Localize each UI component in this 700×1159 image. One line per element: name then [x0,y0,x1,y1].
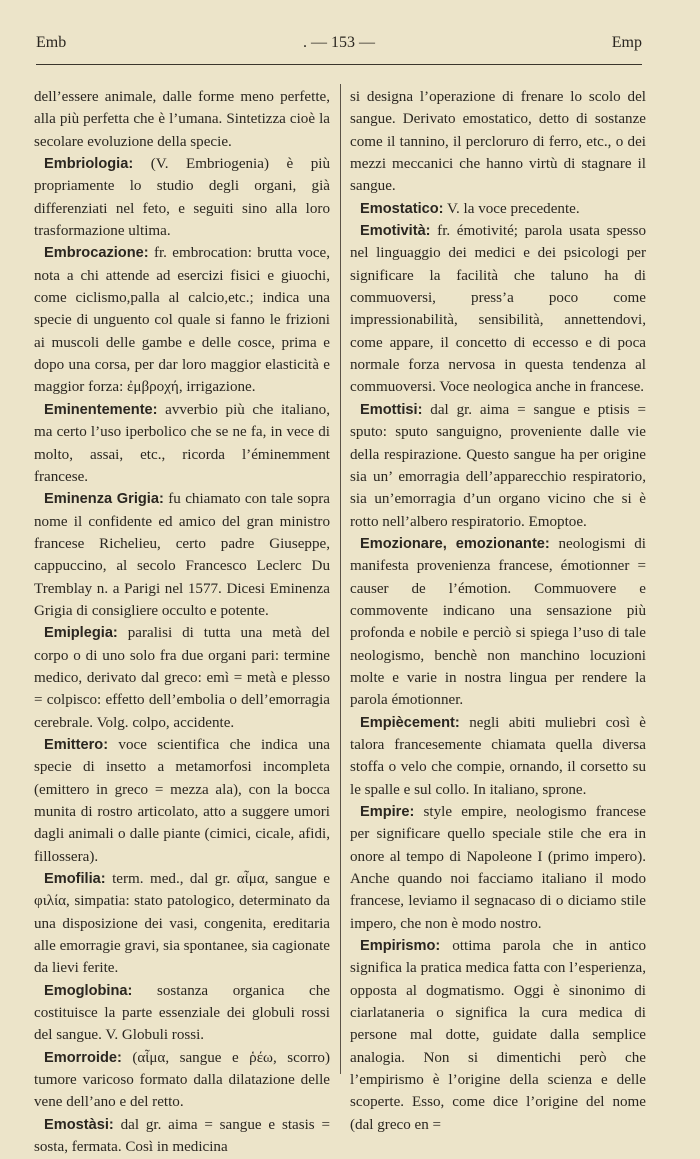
dictionary-entry [350,220,646,399]
continued-text [350,86,646,198]
entry-definition: dell’essere animale, dalle forme meno perfette, alla più perfetta che è l’umana. Sintetizza cioè la secolare evoluzione della specie. [34,89,330,150]
entry-definition: negli abiti muliebri così è talora francesemente chiamata quella diversa stoffa o velo che compie, ornando, il corsetto su le spalle e sul collo. In italiano, sprone. [350,714,646,798]
dictionary-entry [34,242,330,398]
entry-headword: Emorroide: [44,1049,122,1066]
entry-headword: Eminentemente: [44,401,158,418]
dictionary-entry [34,488,330,622]
entry-definition: fr. embrocation: brutta voce, nota a chi attende ad esercizi fisici e giuochi, come ciclismo,palla al calcio,etc.; indica una specie di unguento col quale si fanno le frizioni ai muscoli delle gambe e delle cosce, prima e dopo una corsa, per dar loro maggior elasticità e maggior forza: ἐμβροχή, irrigazione. [34,245,330,396]
entry-headword: Emofilia: [44,871,106,888]
header-left-guideword: Emb [36,34,67,51]
entry-headword: Emottisi: [360,401,423,418]
continued-text [34,86,330,153]
entry-definition: term. med., dal gr. αἷμα, sangue e φιλία, simpatia: stato patologico, determinato da una disposizione dei vasi, congenita, ereditaria alle emorragie gravi, sia spontanee, sia cagionate da lievi ferite. [34,871,330,977]
entry-headword: Emotività: [360,223,431,240]
entry-headword: Empiècement: [360,714,460,731]
entry-definition: fu chiamato con tale sopra nome il confidente ed amico del gran ministro francese Richelieu, certo padre Giuseppe, cappuccino, al secolo Francesco Leclerc Du Tremblay n. a Parigi nel 1577. Dicesi Eminenza Grigia di consigliere occulto e potente. [34,491,330,619]
dictionary-entry [34,980,330,1047]
dictionary-entry [350,935,646,1136]
entry-headword: Emoglobina: [44,982,133,999]
right-column [350,86,646,1136]
dictionary-entry [350,533,646,712]
entry-definition: paralisi di tutta una metà del corpo o di uno solo fra due organi pari: termine medico, derivato dal greco: emì = metà e plesso = colpisco: effetto dell’embolia o dell’emorragia cerebrale. Volg. colpo, accidente. [34,625,330,731]
entry-definition: sostanza organica che costituisce la parte essenziale dei globuli rossi del sangue. V. Globuli rossi. [34,982,330,1044]
entry-headword: Empirismo: [360,938,441,955]
entry-headword: Emiplegia: [44,625,118,642]
entry-definition: style empire, neologismo francese per significare quello speciale stile che era in onore al tempo di Napoleone I (primo impero). Anche quando noi facciamo italiano il modo francese, leviamo il segnacaso di o diciamo stile impero, che non è modo nostro. [350,804,646,932]
left-column [34,86,330,1159]
entry-definition: neologismi di manifesta provenienza francese, émotionner = causer de l’émotion. Commuovere e commovente indicano una sensazione più profonda e nobile e perciò si spiega l’uso di tale neologismo, benchè non manchino locuzioni molte e varie in nostra lingua per rendere la parola émotionner. [350,535,646,709]
entry-definition: (αἷμα, sangue e ῥέω, scorro) tumore varicoso formato dalla dilatazione delle vene dell’ano e del retto. [34,1049,330,1111]
entry-definition: (V. Embriogenia) è più propriamente lo studio degli organi, già differenziati nel feto, e seguiti sino alla loro trasformazione ultima. [34,156,331,240]
entry-headword: Emozionare, emozionante: [360,535,550,552]
page-number: . — 153 — [303,34,375,51]
entry-headword: Embriologia: [44,156,134,173]
entry-headword: Eminenza Grigia: [44,491,164,508]
dictionary-entry [350,801,646,935]
dictionary-entry [34,734,330,868]
entry-definition: dal gr. aima = sangue e ptisis = sputo: sputo sanguigno, proveniente dalle vie della respirazione. Questo sangue ha per origine sia un’ emorragia dell’apparecchio respiratorio, sia un’emorragia d’un organo vicino che si è rotto nell’albero respiratorio. Emoptoe. [350,401,646,530]
entry-definition: V. la voce precedente. [447,200,580,217]
page-header [36,34,642,58]
entry-definition: fr. émotivité; parola usata spesso nel linguaggio dei medici e dei psicologi per significare la facilità che taluno ha di commuoversi, press’a poco come impressionabilità, sensibilità, annettendovi, come appare, il concetto di eccesso e di poca normale forza nervosa in questa tendenza al commuoversi. Voce neologica anche in francese. [350,223,646,396]
entry-headword: Emostatico: [360,200,444,217]
entry-definition: ottima parola che in antico significa la pratica medica fatta con l’esperienza, opposta al dogmatismo. Oggi è sinonimo di ciarlataneria o significa la cura medica di persone mal dotte, guidate dalla semplice analogia. Non si dimentichi però che l’empirismo è l’origine della scienza e delle scoperte. Esso, come dice l’origine del nome (dal greco en = [350,938,646,1133]
text-columns [34,86,664,1156]
dictionary-entry [350,399,646,533]
dictionary-entry [350,712,646,801]
entry-headword: Empire: [360,804,415,820]
dictionary-entry [34,868,330,980]
dictionary-entry [350,198,646,220]
header-rule [36,64,642,65]
entry-headword: Embrocazione: [44,245,149,262]
dictionary-entry [34,622,330,734]
dictionary-entry [34,399,330,488]
header-right-guideword: Emp [611,34,642,51]
dictionary-entry [34,153,330,242]
entry-definition: voce scientifica che indica una specie di insetto a metamorfosi incompleta (emittero in greco = mezza ala), con la bocca munita di rostro articolato, atto a suggere umori dagli animali o dalle piante (cimici, cicale, afidi, fillossera). [34,736,330,865]
entry-definition: dal gr. aima = sangue e stasis = sosta, fermata. Così in medicina [34,1116,330,1156]
dictionary-entry [34,1047,330,1114]
dictionary-entry [34,1114,330,1159]
entry-definition: si designa l’operazione di frenare lo scolo del sangue. Derivato emostatico, detto di sostanze come il tannino, il percloruro di ferro, etc., o dei mezzi meccanici che hanno virtù di stagnare il sangue. [350,89,646,195]
entry-headword: Emostàsi: [44,1116,114,1133]
entry-definition: avverbio più che italiano, ma certo l’uso iperbolico che se ne fa, in vece di molto, assai, etc., ricorda l’éminemment francese. [34,401,330,485]
entry-headword: Emittero: [44,736,109,753]
